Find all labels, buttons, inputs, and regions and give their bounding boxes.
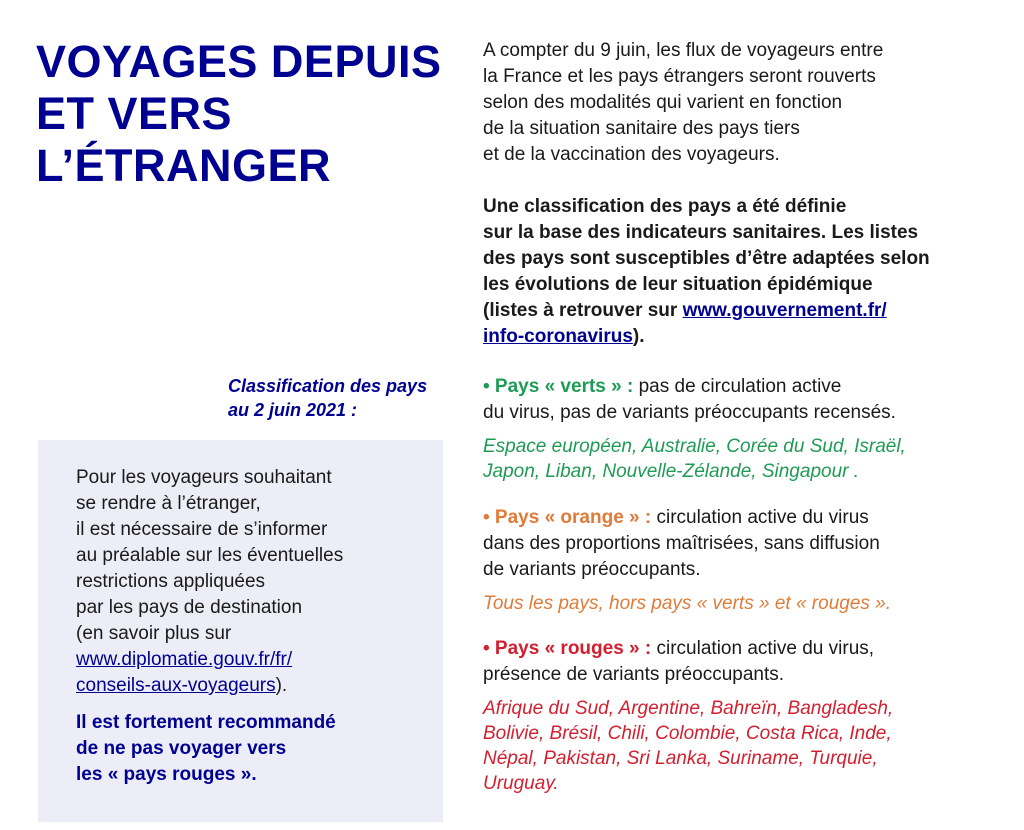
category-orange-desc: circulation active du virus bbox=[651, 507, 869, 528]
category-red-line-1 bbox=[483, 636, 1003, 662]
category-green-desc-2: du virus, pas de variants préoccupants recensés. bbox=[483, 402, 896, 423]
intro-line: de la situation sanitaire des pays tiers bbox=[483, 118, 800, 139]
title-line: ET VERS bbox=[36, 88, 233, 139]
country-list-line: Japon, Liban, Nouvelle-Zélande, Singapour . bbox=[483, 461, 860, 482]
classification-line: sur la base des indicateurs sanitaires. Les listes bbox=[483, 222, 919, 243]
category-orange-desc-2: dans des proportions maîtrisées, sans diffusion bbox=[483, 533, 880, 554]
classification-caption bbox=[228, 374, 458, 422]
classification-line: les évolutions de leur situation épidémique bbox=[483, 274, 873, 295]
advice-line: restrictions appliquées bbox=[76, 571, 266, 592]
page-title bbox=[36, 36, 456, 192]
country-list-line: Tous les pays, hors pays « verts » et « rouges ». bbox=[483, 593, 892, 614]
advice-link-line bbox=[76, 647, 436, 673]
category-red-head bbox=[483, 636, 1003, 688]
category-orange bbox=[483, 505, 1003, 616]
intro-paragraph bbox=[483, 38, 1003, 168]
classification-line: Une classification des pays a été définie bbox=[483, 196, 847, 217]
category-orange-head bbox=[483, 505, 1003, 583]
gouvernement-link-cont[interactable]: info-coronavirus bbox=[483, 326, 633, 347]
category-red-desc: circulation active du virus, bbox=[651, 638, 875, 659]
advice-line: se rendre à l’étranger, bbox=[76, 493, 261, 514]
intro-line: selon des modalités qui varient en fonction bbox=[483, 92, 843, 113]
category-green-countries bbox=[483, 434, 1003, 484]
classification-line: des pays sont susceptibles d’être adaptées selon bbox=[483, 248, 930, 269]
category-red-desc-2: présence de variants préoccupants. bbox=[483, 664, 785, 685]
advice-line: au préalable sur les éventuelles bbox=[76, 545, 344, 566]
category-orange-desc-3: de variants préoccupants. bbox=[483, 559, 701, 580]
advice-line: (en savoir plus sur bbox=[76, 623, 232, 644]
title-line: L’ÉTRANGER bbox=[36, 140, 332, 191]
country-list-line: Espace européen, Australie, Corée du Sud, Israël, bbox=[483, 436, 906, 457]
classification-prefix: (listes à retrouver sur bbox=[483, 300, 683, 321]
classification-link-line bbox=[483, 298, 1003, 324]
gouvernement-link[interactable]: www.gouvernement.fr/ bbox=[682, 300, 887, 321]
category-red-countries bbox=[483, 696, 1003, 796]
category-green-label: • Pays « verts » : bbox=[483, 376, 634, 397]
diplomatie-link-cont[interactable]: conseils-aux-voyageurs bbox=[76, 675, 276, 696]
category-green-line-1 bbox=[483, 374, 1003, 400]
advice-line: Pour les voyageurs souhaitant bbox=[76, 467, 332, 488]
recommendation-line: Il est fortement recommandé bbox=[76, 712, 336, 733]
category-orange-label: • Pays « orange » : bbox=[483, 507, 652, 528]
intro-line: et de la vaccination des voyageurs. bbox=[483, 144, 780, 165]
category-green-desc: pas de circulation active bbox=[633, 376, 842, 397]
country-list-line: Afrique du Sud, Argentine, Bahreïn, Bangladesh, bbox=[483, 698, 894, 719]
recommendation-text bbox=[76, 710, 436, 788]
category-orange-line-1 bbox=[483, 505, 1003, 531]
advice-line: il est nécessaire de s’informer bbox=[76, 519, 328, 540]
country-list-line: Népal, Pakistan, Sri Lanka, Suriname, Turquie, bbox=[483, 748, 878, 769]
advice-line: par les pays de destination bbox=[76, 597, 303, 618]
advice-link-line-2 bbox=[76, 673, 436, 699]
category-red-label: • Pays « rouges » : bbox=[483, 638, 652, 659]
classification-link-line-2 bbox=[483, 324, 1003, 350]
category-green bbox=[483, 374, 1003, 484]
category-orange-countries bbox=[483, 591, 1003, 616]
classification-paragraph bbox=[483, 194, 1003, 350]
classification-suffix: ). bbox=[632, 326, 645, 347]
caption-line: Classification des pays bbox=[228, 376, 428, 396]
advice-text bbox=[76, 465, 436, 699]
diplomatie-link[interactable]: www.diplomatie.gouv.fr/fr/ bbox=[76, 649, 293, 670]
intro-line: la France et les pays étrangers seront rouverts bbox=[483, 66, 876, 87]
intro-line: A compter du 9 juin, les flux de voyageurs entre bbox=[483, 40, 884, 61]
recommendation-line: de ne pas voyager vers bbox=[76, 738, 287, 759]
caption-line: au 2 juin 2021 : bbox=[228, 400, 358, 420]
country-list-line: Bolivie, Brésil, Chili, Colombie, Costa Rica, Inde, bbox=[483, 723, 892, 744]
category-red bbox=[483, 636, 1003, 796]
country-list-line: Uruguay. bbox=[483, 773, 559, 794]
title-line: VOYAGES DEPUIS bbox=[36, 36, 442, 87]
advice-link-suffix: ). bbox=[275, 675, 288, 696]
category-green-head bbox=[483, 374, 1003, 426]
recommendation-line: les « pays rouges ». bbox=[76, 764, 257, 785]
